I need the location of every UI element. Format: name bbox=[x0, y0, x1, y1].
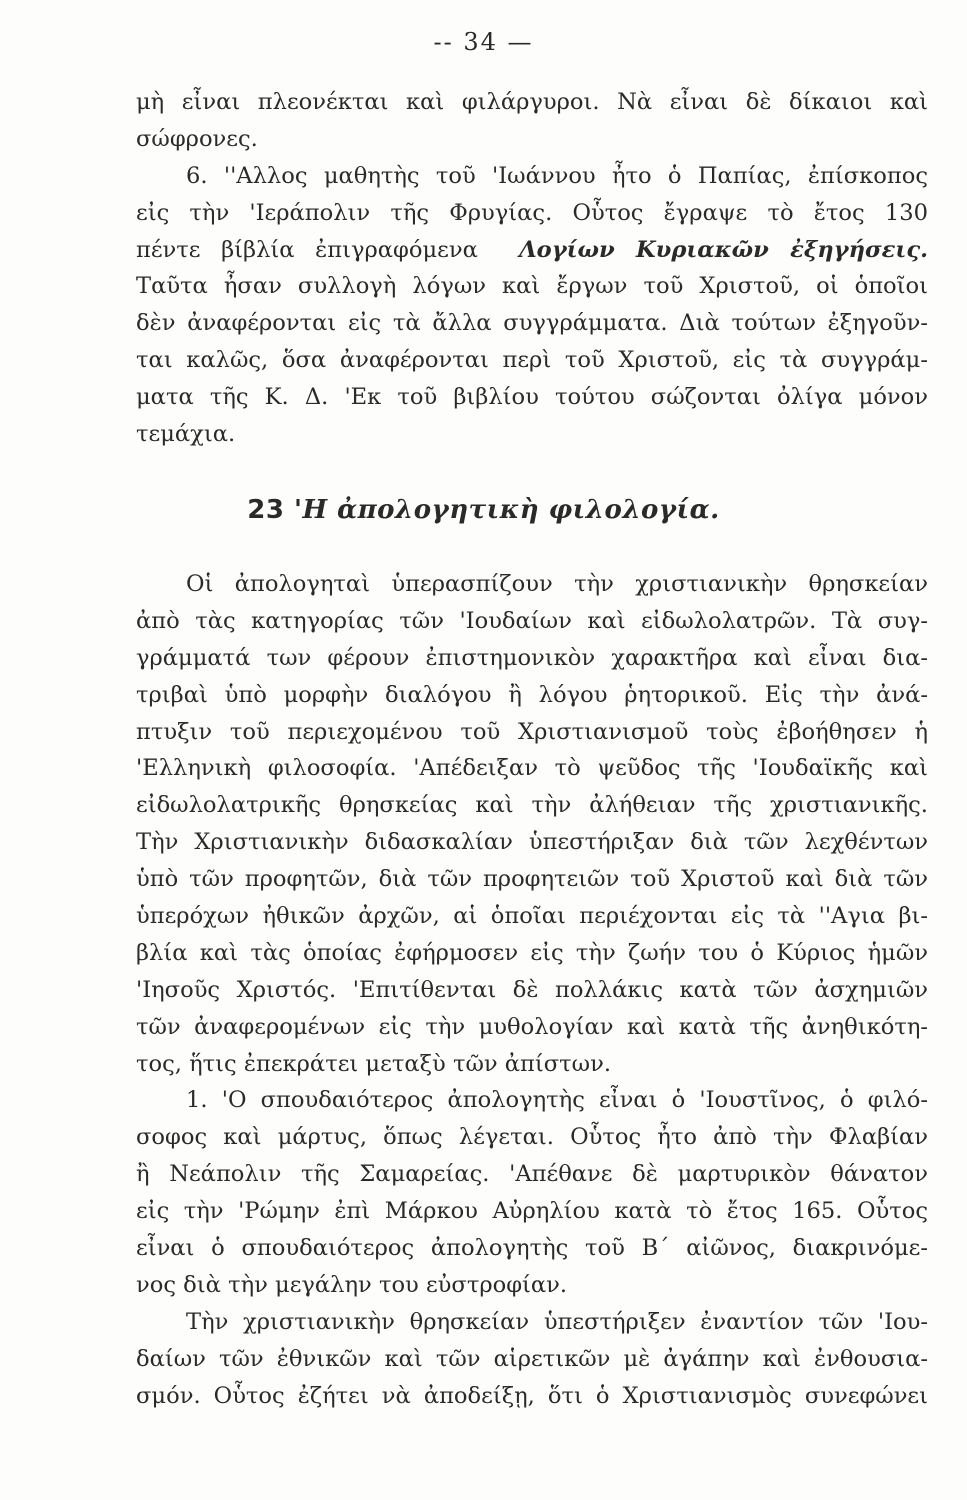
intro-paragraphs bbox=[136, 84, 928, 453]
text-line: Οἱ ἀπολογηταὶ ὑπερασπίζουν τὴν χριστιανικὴν θρησκείαν bbox=[186, 571, 928, 597]
section-heading bbox=[0, 492, 967, 528]
text-line: ἀπὸ τὰς κατηγορίας τῶν 'Ιουδαίων καὶ εἰδωλολατρῶν. Τὰ συγ- bbox=[136, 607, 928, 634]
text-line: εἰδωλολατρικῆς θρησκείας καὶ τὴν ἀλήθειαν τῆς χριστιανικῆς. bbox=[136, 792, 928, 819]
book-title: Λογίων Κυριακῶν ἐξηγήσεις. bbox=[519, 236, 928, 263]
text-line: νος διὰ τὴν μεγάλην του εὐστροφίαν. bbox=[136, 1271, 568, 1298]
text-line: ὑπερόχων ἠθικῶν ἀρχῶν, αἱ ὁποῖαι περιέχονται εἰς τὰ ''Αγια βι- bbox=[136, 903, 928, 930]
text-line: εἰς τὴν 'Ρώμην ἐπὶ Μάρκου Αὐρηλίου κατὰ τὸ ἔτος 165. Οὗτος bbox=[136, 1198, 928, 1225]
text-line: πτυξιν τοῦ περιεχομένου τοῦ Χριστιανισμοῦ τοὺς ἐβοήθησεν ἡ bbox=[136, 718, 928, 745]
text-line: ται καλῶς, ὅσα ἀναφέρονται περὶ τοῦ Χριστοῦ, εἰς τὰ συγγράμ- bbox=[136, 347, 928, 374]
text-line: δαίων τῶν ἐθνικῶν καὶ τῶν αἱρετικῶν μὲ ἀγάπην καὶ ἐνθουσια- bbox=[136, 1345, 928, 1372]
text-line: τριβαὶ ὑπὸ μορφὴν διαλόγου ἢ λόγου ῥητορικοῦ. Εἰς τὴν ἀνά- bbox=[136, 681, 928, 708]
section-paragraphs bbox=[136, 566, 928, 1414]
text-line: εἶναι ὁ σπουδαιότερος ἀπολογητὴς τοῦ Β΄ αἰῶνος, διακρινόμε- bbox=[136, 1235, 928, 1262]
text-line: σοφος καὶ μάρτυς, ὅπως λέγεται. Οὗτος ἦτο ἀπὸ τὴν Φλαβίαν bbox=[136, 1124, 928, 1151]
section-title: 'Η ἀπολογητικὴ φιλολογία. bbox=[294, 495, 720, 525]
text-line: ὑπὸ τῶν προφητῶν, διὰ τῶν προφητειῶν τοῦ Χριστοῦ καὶ διὰ τῶν bbox=[136, 866, 928, 893]
section-number: 23 bbox=[247, 495, 285, 525]
text-line: 'Ελληνικὴ φιλοσοφία. 'Απέδειξαν τὸ ψεῦδος τῆς 'Ιουδαϊκῆς καὶ bbox=[136, 755, 928, 782]
text-line: ἢ Νεάπολιν τῆς Σαμαρείας. 'Απέθανε δὲ μαρτυρικὸν θάνατον bbox=[136, 1161, 928, 1188]
text-fragment: πέντε βίβλία ἐπιγραφόμενα bbox=[136, 236, 478, 263]
text-line: τεμάχια. bbox=[136, 421, 236, 448]
text-line: 'Ιησοῦς Χριστός. 'Επιτίθενται δὲ πολλάκις κατὰ τῶν ἀσχημιῶν bbox=[136, 976, 928, 1003]
text-line: Τὴν Χριστιανικὴν διδασκαλίαν ὑπεστήριξαν διὰ τῶν λεχθέντων bbox=[136, 829, 928, 856]
text-line: σώφρονες. bbox=[136, 125, 258, 152]
text-line: τῶν ἀναφερομένων εἰς τὴν μυθολογίαν καὶ κατὰ τῆς ἀνηθικότη- bbox=[136, 1013, 928, 1040]
text-line: δὲν ἀναφέρονται εἰς τὰ ἄλλα συγγράμματα. Διὰ τούτων ἐξηγοῦν- bbox=[136, 310, 928, 337]
text-line: 1. 'Ο σπουδαιότερος ἀπολογητὴς εἶναι ὁ 'Ιουστῖνος, ὁ φιλό- bbox=[186, 1087, 928, 1114]
text-line: 6. ''Αλλος μαθητὴς τοῦ 'Ιωάννου ἦτο ὁ Παπίας, ἐπίσκοπος bbox=[186, 162, 928, 189]
page-number: -- 34 — bbox=[433, 28, 534, 56]
text-line: τος, ἥτις ἐπεκράτει μεταξὺ τῶν ἀπίστων. bbox=[136, 1050, 612, 1077]
text-line: σμόν. Οὗτος ἐζήτει νὰ ἀποδείξῃ, ὅτι ὁ Χριστιανισμὸς συνεφώνει bbox=[136, 1382, 928, 1409]
text-line: μὴ εἶναι πλεονέκται καὶ φιλάργυροι. Νὰ εἶναι δὲ δίκαιοι καὶ bbox=[136, 89, 928, 115]
text-line: γράμματά των φέρουν ἐπιστημονικὸν χαρακτῆρα καὶ εἶναι δια- bbox=[136, 644, 928, 671]
text-line: Τὴν χριστιανικὴν θρησκείαν ὑπεστήριξεν ἐναντίον τῶν 'Ιου- bbox=[186, 1308, 928, 1335]
text-line: ματα τῆς Κ. Δ. 'Εκ τοῦ βιβλίου τούτου σώζονται ὀλίγα μόνον bbox=[136, 384, 928, 411]
text-line: βλία καὶ τὰς ὁποίας ἐφήρμοσεν εἰς τὴν ζωήν του ὁ Κύριος ἡμῶν bbox=[136, 939, 928, 966]
text-line: εἰς τὴν 'Ιεράπολιν τῆς Φρυγίας. Οὗτος ἔγραψε τὸ ἔτος 130 bbox=[136, 199, 928, 226]
text-line-with-title bbox=[136, 232, 928, 269]
text-line: Ταῦτα ἦσαν συλλογὴ λόγων καὶ ἔργων τοῦ Χριστοῦ, οἱ ὁποῖοι bbox=[136, 273, 928, 300]
